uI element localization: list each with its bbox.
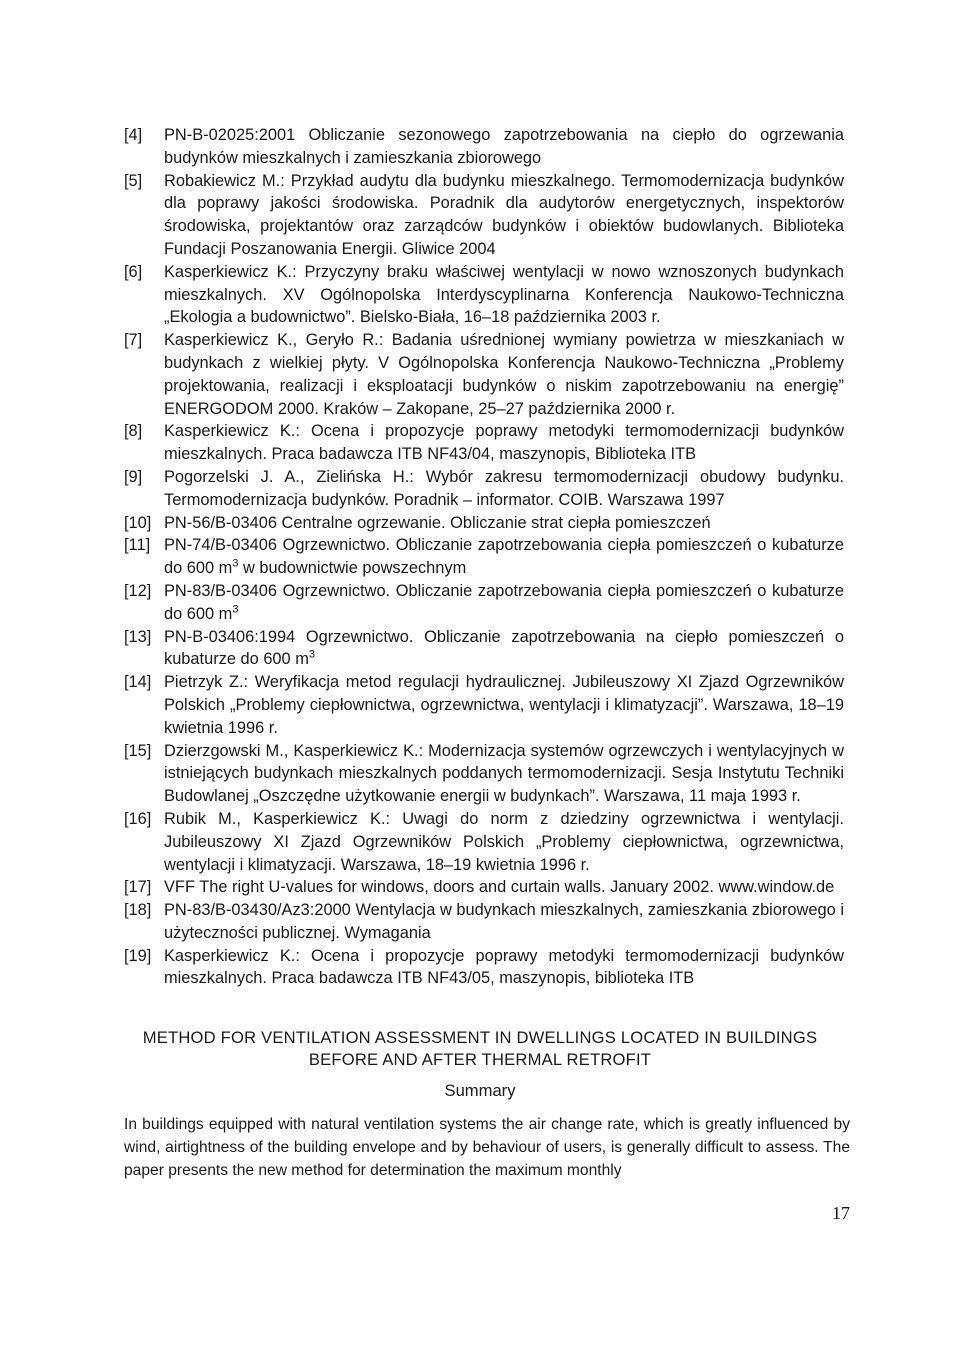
reference-number: [11] [124,536,151,555]
reference-text: Kasperkiewicz K.: Ocena i propozycje poprawy metodyki termomodernizacji budynków mieszkalnych. Praca badawcza ITB NF43/05, maszynopis, biblioteka ITB [164,946,844,988]
reference-text: Rubik M., Kasperkiewicz K.: Uwagi do norm z dziedziny ogrzewnictwa i wentylacji. Jubileuszowy XI Zjazd Ogrzewników Polskich „Problemy ciepłownictwa, ogrzewnictwa, wentylacji i klimatyzacji. Warszawa, 18–19 kwietnia 1996 r. [164,809,844,874]
reference-text: Kasperkiewicz K., Geryło R.: Badania uśrednionej wymiany powietrza w mieszkaniach w budynkach z wielkiej płyty. V Ogólnopolska Konferencja Naukowo-Techniczna „Problemy projektowania, realizacji i eksploatacji budynków o niskim zapotrzebowaniu na energię” ENERGODOM 2000. Kraków – Zakopane, 25–27 października 2000 r. [164,331,844,418]
reference-item [124,466,844,512]
summary-text: In buildings equipped with natural ventilation systems the air change rate, which is greatly influenced by wind, airtightness of the building envelope and by behaviour of users, is generally difficult to assess. The paper presents the new method for determination the maximum monthly [124,1116,850,1179]
superscript: 3 [232,603,239,616]
reference-number: [4] [124,126,143,144]
reference-item [124,512,844,535]
reference-item [124,124,844,170]
reference-text [164,626,844,672]
reference-item [124,808,844,876]
reference-text [164,534,844,580]
reference-text-main: PN-83/B-03406 Ogrzewnictwo. Obliczanie zapotrzebowania ciepła pomieszczeń o kubaturze do 600 m [164,581,844,623]
summary-heading: Summary [444,1081,516,1100]
reference-text: Pogorzelski J. A., Zielińska H.: Wybór zakresu termomodernizacji obudowy budynku. Termomodernizacja budynków. Poradnik – informator. COIB. Warszawa 1997 [164,467,844,509]
reference-item [124,261,844,329]
reference-text: PN-83/B-03430/Az3:2000 Wentylacja w budynkach mieszkalnych, zamieszkania zbiorowego i użyteczności publicznej. Wymagania [164,901,844,942]
superscript: 3 [308,648,315,661]
english-title-line-1: METHOD FOR VENTILATION ASSESSMENT IN DWELLINGS LOCATED IN BUILDINGS [142,1028,818,1047]
reference-text-main: PN-74/B-03406 Ogrzewnictwo. Obliczanie zapotrzebowania ciepła pomieszczeń o kubaturze do 600 m [164,536,844,578]
reference-text-after: w budownictwie powszechnym [238,559,467,578]
reference-list [124,124,844,990]
reference-item [124,534,844,580]
reference-text: Pietrzyk Z.: Weryfikacja metod regulacji hydraulicznej. Jubileuszowy XI Zjazd Ogrzewników Polskich „Problemy ciepłownictwa, ogrzewnictwa, wentylacji i klimatyzacji”. Warszawa, 18–19 kwietnia 1996 r. [164,673,844,737]
reference-item [124,671,844,739]
reference-text: Dzierzgowski M., Kasperkiewicz K.: Modernizacja systemów ogrzewczych i wentylacyjnych w istniejących budynkach mieszkalnych poddanych termomodernizacji. Sesja Instytutu Techniki Budowlanej „Oszczędne użytkowanie energii w budynkach”. Warszawa, 11 maja 1993 r. [164,741,844,806]
reference-item [124,329,844,420]
reference-number: [13] [124,627,152,646]
reference-number: [6] [124,262,143,281]
reference-item [124,945,844,991]
reference-item [124,876,844,899]
reference-text: Kasperkiewicz K.: Ocena i propozycje poprawy metodyki termomodernizacji budynków mieszkalnych. Praca badawcza ITB NF43/04, maszynopis, Biblioteka ITB [164,422,844,464]
reference-item [124,580,844,626]
reference-number: [5] [124,171,143,190]
page-number: 17 [832,1203,850,1223]
reference-text: Robakiewicz M.: Przykład audytu dla budynku mieszkalnego. Termomodernizacja budynków dla poprawy jakości środowiska. Poradnik dla audytorów energetycznych, inspektorów środowiska, projektantów oraz zarządców budynków i obiektów budowlanych. Biblioteka Fundacji Poszanowania Energii. Gliwice 2004 [164,171,844,258]
reference-text [164,580,844,626]
reference-number: [10] [124,513,152,532]
english-title-line-2: BEFORE AND AFTER THERMAL RETROFIT [308,1050,652,1069]
reference-number: [15] [124,741,152,760]
reference-item [124,420,844,466]
english-title [110,1027,850,1071]
reference-number: [19] [124,946,152,965]
reference-text: PN-56/B-03406 Centralne ogrzewanie. Obliczanie strat ciepła pomieszczeń [164,513,711,532]
reference-number: [8] [124,422,143,441]
reference-text-main: PN-B-03406:1994 Ogrzewnictwo. Obliczanie zapotrzebowania na ciepło pomieszczeń o kubaturze do 600 m [164,627,844,669]
reference-number: [12] [124,581,152,600]
reference-text: Kasperkiewicz K.: Przyczyny braku właściwej wentylacji w nowo wznoszonych budynkach mieszkalnych. XV Ogólnopolska Interdyscyplinarna Konferencja Naukowo-Techniczna „Ekologia a budownictwo”. Bielsko-Biała, 16–18 października 2003 r. [164,262,844,327]
reference-text: PN-B-02025:2001 Obliczanie sezonowego zapotrzebowania na ciepło do ogrzewania budynków mieszkalnych i zamieszkania zbiorowego [164,126,844,167]
reference-item [124,740,844,808]
reference-number: [18] [124,901,152,920]
superscript: 3 [232,557,239,570]
reference-number: [17] [124,878,152,897]
reference-item [124,899,844,945]
reference-number: [7] [124,331,143,350]
reference-text: VFF The right U-values for windows, doors and curtain walls. January 2002. www.window.de [164,878,835,897]
reference-item [124,626,844,672]
reference-number: [9] [124,467,143,486]
reference-number: [14] [124,673,152,692]
reference-number: [16] [124,809,152,828]
reference-item [124,170,844,261]
